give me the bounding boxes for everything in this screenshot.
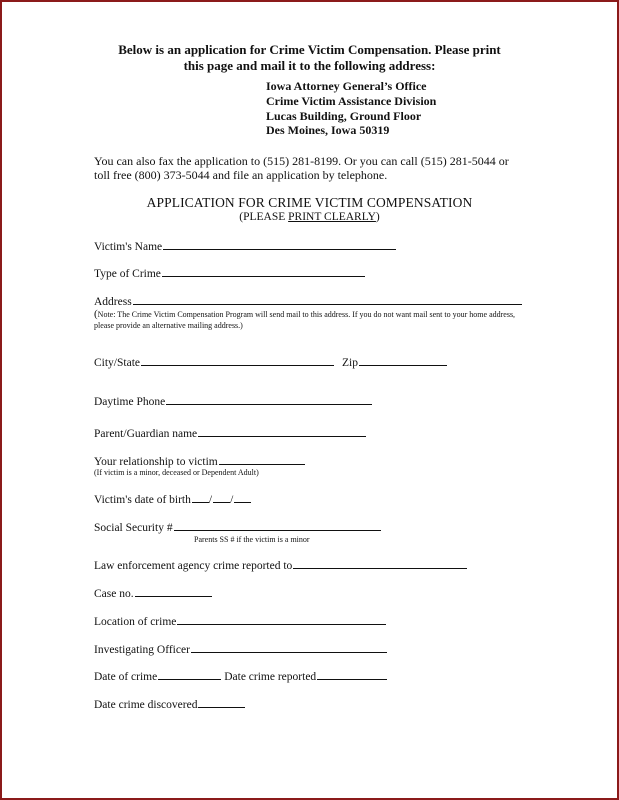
address-note-text: Note: The Crime Victim Compensation Program will send mail to this address. If you do not want mail sent to your home address, please provide an alternative mailing address.)	[94, 310, 516, 330]
address-line-2: Crime Victim Assistance Division	[266, 94, 437, 108]
address-line-4: Des Moines, Iowa 50319	[266, 123, 390, 137]
fax-info-line-1: You can also fax the application to (515) 281-8199. Or you can call (515) 281-5044 or	[94, 154, 509, 168]
city-state-line[interactable]	[141, 355, 334, 366]
city-state-label: City/State	[94, 357, 140, 369]
case-no-line[interactable]	[135, 586, 212, 597]
intro-line-1: Below is an application for Crime Victim Compensation. Please print	[118, 42, 501, 57]
daytime-phone-line[interactable]	[166, 394, 372, 405]
investigating-officer-row	[94, 642, 387, 656]
parent-guardian-row	[94, 426, 366, 440]
crime-dates-row	[94, 669, 387, 683]
zip-label: Zip	[342, 357, 358, 369]
address-line-3: Lucas Building, Ground Floor	[266, 109, 422, 123]
date-discovered-line[interactable]	[198, 697, 245, 708]
dob-month-line[interactable]	[192, 492, 209, 503]
city-state-row	[94, 355, 447, 369]
location-line[interactable]	[177, 614, 386, 625]
subtitle-pre: (PLEASE	[239, 211, 289, 223]
dob-day-line[interactable]	[213, 492, 230, 503]
daytime-phone-label: Daytime Phone	[94, 396, 166, 408]
dob-label: Victim's date of birth	[94, 494, 191, 506]
intro-line-2: this page and mail it to the following address:	[183, 58, 436, 73]
address-label: Address	[94, 296, 132, 308]
date-discovered-label: Date crime discovered	[94, 699, 198, 711]
location-label: Location of crime	[94, 616, 177, 628]
investigating-officer-label: Investigating Officer	[94, 644, 190, 656]
address-row	[94, 294, 522, 308]
address-note-paren: (	[94, 308, 98, 320]
parent-guardian-line[interactable]	[198, 426, 366, 437]
ssn-row	[94, 520, 381, 534]
address-line[interactable]	[133, 294, 522, 305]
crime-type-line[interactable]	[162, 266, 365, 277]
dob-row	[94, 492, 251, 506]
date-reported-label: Date crime reported	[224, 671, 317, 683]
dob-separator-2: /	[230, 494, 234, 506]
law-enforcement-label: Law enforcement agency crime reported to	[94, 560, 293, 572]
investigating-officer-line[interactable]	[191, 642, 387, 653]
relationship-note: (If victim is a minor, deceased or Dependent Adult)	[94, 468, 259, 477]
dob-separator-1: /	[208, 494, 213, 506]
crime-type-label: Type of Crime	[94, 268, 161, 280]
address-line-1: Iowa Attorney General’s Office	[266, 79, 427, 93]
form-title: APPLICATION FOR CRIME VICTIM COMPENSATION	[146, 195, 473, 210]
date-discovered-row	[94, 697, 245, 711]
subtitle-print-clearly: PRINT CLEARLY	[288, 211, 376, 223]
parent-guardian-label: Parent/Guardian name	[94, 428, 198, 440]
date-of-crime-label: Date of crime	[94, 671, 158, 683]
daytime-phone-row	[94, 394, 372, 408]
form-subtitle	[2, 211, 617, 223]
relationship-line[interactable]	[219, 454, 305, 465]
address-note	[94, 309, 534, 331]
date-of-crime-line[interactable]	[158, 669, 221, 680]
ssn-line[interactable]	[174, 520, 381, 531]
zip-line[interactable]	[359, 355, 447, 366]
date-reported-line[interactable]	[317, 669, 387, 680]
relationship-row	[94, 454, 305, 468]
case-no-row	[94, 586, 212, 600]
subtitle-post: )	[375, 211, 380, 223]
crime-type-row	[94, 266, 365, 280]
ssn-note: Parents SS # if the victim is a minor	[194, 535, 310, 544]
victim-name-row	[94, 239, 396, 253]
victim-name-line[interactable]	[163, 239, 396, 250]
fax-info-line-2: toll free (800) 373-5044 and file an application by telephone.	[94, 168, 388, 182]
case-no-label: Case no.	[94, 588, 134, 600]
location-row	[94, 614, 386, 628]
relationship-label: Your relationship to victim	[94, 456, 218, 468]
ssn-label: Social Security #	[94, 522, 173, 534]
law-enforcement-row	[94, 558, 467, 572]
law-enforcement-line[interactable]	[293, 558, 467, 569]
dob-year-line[interactable]	[234, 492, 251, 503]
victim-name-label: Victim's Name	[94, 241, 163, 253]
